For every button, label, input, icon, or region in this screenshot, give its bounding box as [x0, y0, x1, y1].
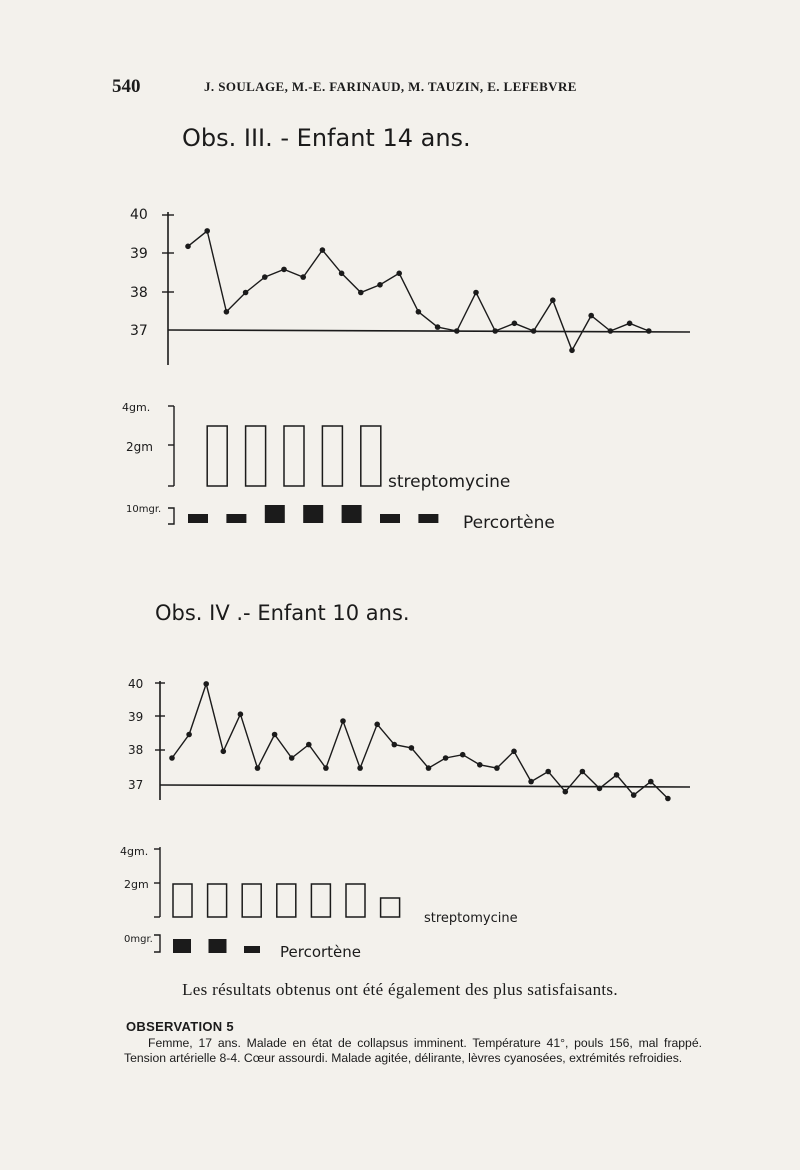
temperature-point: [320, 247, 326, 253]
temperature-point: [563, 789, 569, 795]
streptomycine-dose-bar: [207, 426, 227, 486]
percortene-dose-bar: [188, 514, 208, 523]
closing-sentence: Les résultats obtenus ont été également des plus satisfaisants.: [182, 980, 618, 999]
percortene-dose-bar: [303, 505, 323, 523]
temperature-point: [185, 244, 191, 250]
dose-label-percortene: 0mgr.: [124, 934, 153, 945]
temperature-point: [272, 732, 278, 738]
label-streptomycine: streptomycine: [424, 911, 518, 926]
percortene-bracket: [154, 935, 160, 952]
streptomycine-dose-bar: [277, 884, 296, 917]
y-tick-label: 38: [130, 285, 148, 301]
streptomycine-dose-bar: [242, 884, 261, 917]
temperature-point: [588, 313, 594, 319]
figure-obs3: [122, 124, 690, 533]
temperature-point: [477, 762, 483, 768]
label-streptomycine: streptomycine: [388, 472, 511, 492]
temperature-point: [631, 792, 637, 798]
temperature-point: [426, 765, 432, 771]
temperature-point: [204, 228, 210, 234]
temperature-point: [646, 328, 652, 334]
temperature-point: [454, 328, 460, 334]
y-tick-label: 40: [130, 207, 148, 223]
streptomycine-dose-bar: [361, 426, 381, 486]
percortene-dose-bar: [418, 514, 438, 523]
percortene-dose-bar: [226, 514, 246, 523]
temperature-point: [409, 745, 415, 751]
temperature-point: [494, 765, 500, 771]
temperature-point: [614, 772, 620, 778]
temperature-point: [203, 681, 209, 687]
temperature-point: [435, 324, 441, 330]
temperature-point: [512, 321, 518, 327]
temperature-point: [665, 796, 671, 802]
temperature-point: [627, 321, 633, 327]
temperature-line: [172, 684, 668, 799]
page-number: 540: [112, 76, 141, 97]
percortene-bracket: [168, 508, 174, 524]
temperature-point: [255, 765, 261, 771]
temperature-line: [188, 231, 649, 350]
percortene-dose-bar: [380, 514, 400, 523]
streptomycine-dose-bar: [208, 884, 227, 917]
temperature-point: [340, 718, 346, 724]
temperature-point: [224, 309, 230, 315]
temperature-point: [416, 309, 422, 315]
percortene-dose-bar: [173, 939, 191, 953]
streptomycine-dose-bar: [381, 898, 400, 917]
label-percortene: Percortène: [280, 943, 362, 961]
percortene-dose-bar: [342, 505, 362, 523]
dose-label-4gm: 4gm.: [122, 401, 151, 414]
temperature-point: [306, 742, 312, 748]
streptomycine-dose-bar: [284, 426, 304, 486]
temperature-point: [443, 755, 449, 761]
dose-label-percortene: 10mgr.: [126, 504, 162, 515]
temperature-curve: [185, 228, 651, 353]
temperature-point: [597, 786, 603, 792]
temperature-point: [569, 348, 575, 354]
streptomycine-dose-bar: [173, 884, 192, 917]
temperature-point: [262, 274, 268, 280]
temperature-point: [221, 749, 227, 755]
temperature-point: [511, 749, 517, 755]
temperature-point: [531, 328, 537, 334]
y-tick-label: 40: [128, 677, 144, 691]
percortene-dose-bar: [209, 939, 227, 953]
temperature-point: [358, 290, 364, 296]
streptomycine-bars: [207, 426, 381, 486]
dose-label-2gm: 2gm: [124, 878, 149, 891]
temperature-point: [357, 765, 363, 771]
observation-paragraph: Femme, 17 ans. Malade en état de collapsus imminent. Température 41°, pouls 156, mal frappé. Tension artérielle 8-4. Cœur assourdi. Malade agitée, délirante, lèvres cyanosées, extrémités refroidies.: [124, 1036, 702, 1065]
temperature-point: [169, 755, 175, 761]
temperature-point: [473, 290, 479, 296]
temperature-point: [323, 765, 329, 771]
percortene-dose-bar: [244, 946, 260, 953]
temperature-point: [396, 271, 402, 277]
temperature-point: [281, 267, 287, 273]
temperature-point: [545, 769, 551, 775]
temperature-point: [392, 742, 398, 748]
temperature-point: [289, 755, 295, 761]
observation-heading: OBSERVATION 5: [126, 1019, 234, 1034]
temperature-point: [339, 271, 345, 277]
label-percortene: Percortène: [463, 513, 555, 533]
streptomycine-dose-bar: [311, 884, 330, 917]
temperature-point: [243, 290, 249, 296]
percortene-bars: [188, 505, 438, 523]
y-tick-label: 37: [128, 778, 144, 792]
y-tick-label: 38: [128, 743, 144, 757]
baseline-37: [160, 785, 690, 787]
temperature-point: [238, 711, 244, 717]
y-tick-label: 39: [128, 710, 144, 724]
temperature-point: [528, 779, 534, 785]
dose-label-2gm: 2gm: [126, 440, 153, 454]
temperature-point: [374, 722, 380, 728]
temperature-point: [608, 328, 614, 334]
running-authors: J. SOULAGE, M.-E. FARINAUD, M. TAUZIN, E. LEFEBVRE: [204, 79, 577, 94]
percortene-bars: [173, 939, 260, 953]
figure-obs4: [120, 601, 690, 961]
temperature-point: [580, 769, 586, 775]
streptomycine-bars: [173, 884, 400, 917]
figure-title: Obs. IV .- Enfant 10 ans.: [155, 601, 410, 625]
temperature-point: [492, 328, 498, 334]
temperature-point: [300, 274, 306, 280]
percortene-dose-bar: [265, 505, 285, 523]
y-tick-label: 39: [130, 246, 148, 262]
streptomycine-dose-bar: [346, 884, 365, 917]
temperature-point: [648, 779, 654, 785]
temperature-point: [377, 282, 383, 288]
temperature-point: [186, 732, 192, 738]
temperature-curve: [169, 681, 671, 801]
temperature-point: [460, 752, 466, 758]
streptomycine-dose-bar: [246, 426, 266, 486]
dose-label-4gm: 4gm.: [120, 845, 149, 858]
y-tick-label: 37: [130, 323, 148, 339]
figure-title: Obs. III. - Enfant 14 ans.: [182, 124, 471, 152]
temperature-point: [550, 297, 556, 303]
streptomycine-dose-bar: [322, 426, 342, 486]
